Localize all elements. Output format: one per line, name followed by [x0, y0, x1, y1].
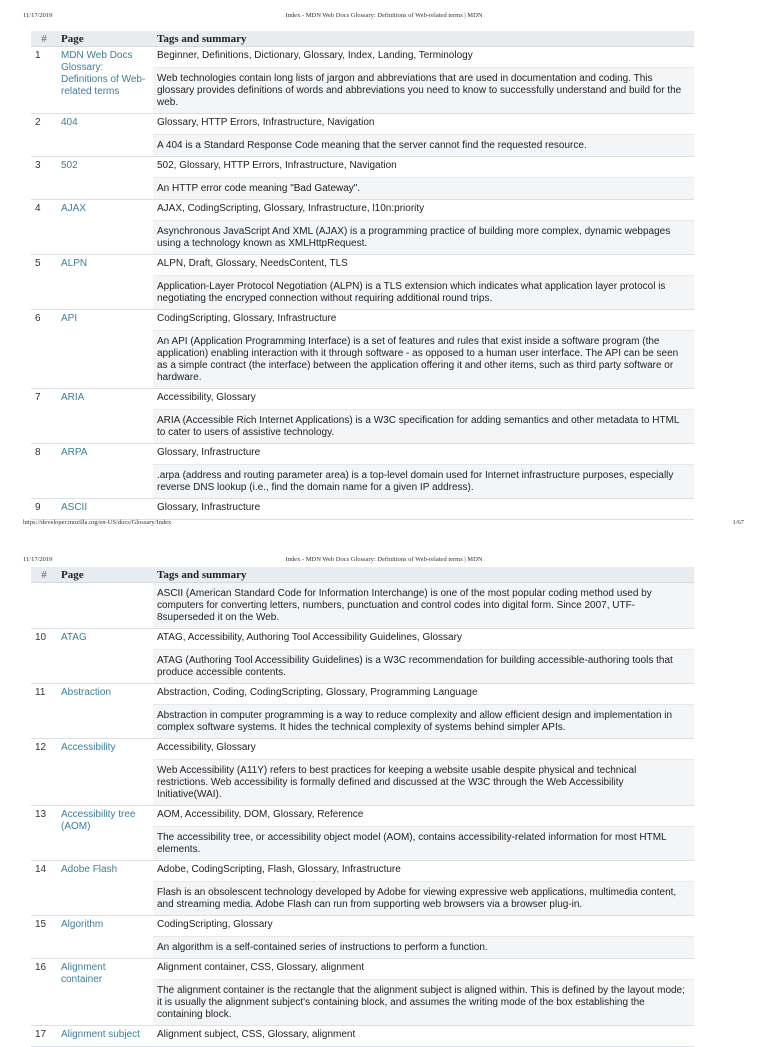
table-row — [31, 444, 694, 465]
entry-tags: AOM, Accessibility, DOM, Glossary, Reference — [153, 806, 694, 827]
entry-summary: An algorithm is a self-contained series of instructions to perform a function. — [153, 937, 694, 959]
entry-page-link[interactable]: MDN Web Docs Glossary: Definitions of Web-related terms — [61, 50, 146, 97]
column-header-number: # — [31, 31, 57, 47]
column-header-page: Page — [57, 31, 153, 47]
table-row — [31, 499, 694, 520]
entry-tags: ATAG, Accessibility, Authoring Tool Accessibility Guidelines, Glossary — [153, 629, 694, 650]
entry-summary: .arpa (address and routing parameter area) is a top-level domain used for Internet infrastructure purposes, especially reverse DNS lookup (i.e., find the domain name for a given IP address). — [153, 465, 694, 499]
entry-tags: Abstraction, Coding, CodingScripting, Glossary, Programming Language — [153, 684, 694, 705]
entry-tags: Accessibility, Glossary — [153, 389, 694, 410]
entry-summary: Application-Layer Protocol Negotiation (ALPN) is a TLS extension which indicates what application layer protocol is negotiating the encryped connection without requiring additional round trips. — [153, 276, 694, 310]
entry-page-link[interactable]: ASCII — [61, 502, 88, 513]
entry-tags: CodingScripting, Glossary — [153, 916, 694, 937]
entry-number: 17 — [31, 1026, 57, 1047]
entry-page-link[interactable]: Adobe Flash — [61, 864, 118, 875]
entry-page-link[interactable]: Accessibility — [61, 742, 116, 753]
table-row — [31, 739, 694, 760]
entry-page-link[interactable]: Alignment container — [61, 962, 106, 985]
entry-summary: A 404 is a Standard Response Code meaning that the server cannot find the requested resource. — [153, 135, 694, 157]
entry-summary: Flash is an obsolescent technology developed by Adobe for viewing expressive web applications, multimedia content, and streaming media. Adobe Flash can run from supporting web browsers via a browser plug-in. — [153, 882, 694, 916]
table-row — [31, 916, 694, 937]
entry-tags: ALPN, Draft, Glossary, NeedsContent, TLS — [153, 255, 694, 276]
entry-page-cell — [57, 114, 153, 157]
print-title: Index - MDN Web Docs Glossary: Definitions of Web-related terms | MDN — [285, 12, 483, 19]
entry-summary: The accessibility tree, or accessibility object model (AOM), contains accessibility-related information for most HTML elements. — [153, 827, 694, 861]
entry-page-link[interactable]: Accessibility tree (AOM) — [61, 809, 136, 832]
continued-summary-row — [31, 583, 694, 629]
entry-number: 3 — [31, 157, 57, 200]
entry-page-cell — [57, 47, 153, 114]
entry-number: 13 — [31, 806, 57, 861]
entry-summary: ATAG (Authoring Tool Accessibility Guidelines) is a W3C recommendation for building accessible-authoring tools that produce accessible contents. — [153, 650, 694, 684]
table-row — [31, 47, 694, 68]
table-header-row — [31, 567, 694, 583]
entry-summary: Abstraction in computer programming is a way to reduce complexity and allow efficient design and implementation in complex software systems. It hides the technical complexity of systems behind simpler APIs. — [153, 705, 694, 739]
entry-number: 7 — [31, 389, 57, 444]
entry-tags: Adobe, CodingScripting, Flash, Glossary, Infrastructure — [153, 861, 694, 882]
table-row — [31, 684, 694, 705]
entry-summary: Web technologies contain long lists of jargon and abbreviations that are used in documentation and coding. This glossary provides definitions of words and abbreviations you need to know to successfully understand and build for the web. — [153, 68, 694, 114]
glossary-table — [31, 567, 694, 1047]
print-date: 11/17/2019 — [23, 556, 53, 563]
entry-number: 1 — [35, 50, 41, 61]
entry-page-link[interactable]: ARIA — [61, 392, 85, 403]
entry-summary: ASCII (American Standard Code for Information Interchange) is one of the most popular coding method used by computers for converting letters, numbers, punctuation and control codes into digital form. Since 2007, UTF-8superseded it on the Web. — [153, 583, 694, 629]
entry-summary: The alignment container is the rectangle that the alignment subject is aligned within. This is defined by the layout mode; it is usually the alignment subject's containing block, and assumes the writing mode of the box establishing the containing block. — [153, 980, 694, 1026]
entry-summary: Web Accessibility (A11Y) refers to best practices for keeping a website usable despite physical and technical restrictions. Web accessibility is formally defined and discussed at the W3C through the Web Accessibility Initiative(WAI). — [153, 760, 694, 806]
entry-tags: Alignment container, CSS, Glossary, alignment — [153, 959, 694, 980]
entry-page-link[interactable]: ARPA — [61, 447, 88, 458]
table-row — [31, 629, 694, 650]
entry-number: 2 — [31, 114, 57, 157]
entry-tags: CodingScripting, Glossary, Infrastructure — [153, 310, 694, 331]
entry-summary: Asynchronous JavaScript And XML (AJAX) is a programming practice of building more complex, dynamic webpages using a technology known as XMLHttpRequest. — [153, 221, 694, 255]
entry-tags: Beginner, Definitions, Dictionary, Glossary, Index, Landing, Terminology — [157, 50, 473, 61]
entry-page-cell — [57, 444, 153, 499]
entry-page-link[interactable]: ALPN — [61, 258, 88, 269]
entry-page-cell — [57, 861, 153, 916]
entry-number: 8 — [31, 444, 57, 499]
entry-page-cell — [57, 684, 153, 739]
table-header-row — [31, 31, 694, 47]
entry-page-cell — [57, 806, 153, 861]
entry-page-link[interactable]: ATAG — [61, 632, 87, 643]
entry-page-cell — [57, 200, 153, 255]
table-row — [31, 157, 694, 178]
column-header-number: # — [31, 567, 57, 583]
entry-tags: Alignment subject, CSS, Glossary, alignment — [153, 1026, 694, 1047]
entry-number: 5 — [31, 255, 57, 310]
entry-tags: Accessibility, Glossary — [153, 739, 694, 760]
entry-page-cell — [57, 739, 153, 806]
glossary-table — [31, 31, 694, 520]
entry-number: 12 — [31, 739, 57, 806]
entry-page-link[interactable]: 404 — [61, 117, 78, 128]
entry-number: 4 — [31, 200, 57, 255]
entry-page-link[interactable]: Alignment subject — [61, 1029, 140, 1040]
column-header-page: Page — [57, 567, 153, 583]
column-header-tags: Tags and summary — [153, 567, 694, 583]
entry-page-link[interactable]: Abstraction — [61, 687, 112, 698]
table-row — [31, 114, 694, 135]
column-header-tags: Tags and summary — [153, 31, 694, 47]
table-row — [31, 861, 694, 882]
print-url: https://developer.mozilla.org/en-US/docs/Glossary/Index — [23, 519, 172, 526]
print-header — [0, 12, 768, 24]
table-row — [31, 310, 694, 331]
entry-number: 16 — [31, 959, 57, 1026]
entry-page-link[interactable]: Algorithm — [61, 919, 104, 930]
table-row — [31, 255, 694, 276]
entry-page-cell — [57, 959, 153, 1026]
entry-number: 11 — [31, 684, 57, 739]
entry-tags: AJAX, CodingScripting, Glossary, Infrastructure, l10n:priority — [153, 200, 694, 221]
entry-number: 10 — [31, 629, 57, 684]
entry-page-cell — [57, 1026, 153, 1047]
table-row — [31, 959, 694, 980]
entry-tags: Glossary, HTTP Errors, Infrastructure, Navigation — [153, 114, 694, 135]
print-date: 11/17/2019 — [23, 12, 53, 19]
entry-summary: An API (Application Programming Interface) is a set of features and rules that exist inside a software program (the application) enabling interaction with it through software - as opposed to a human user interface. The API can be seen as a simple contract (the interface) between the application offering it and other items, such as third party software or hardware. — [153, 331, 694, 389]
entry-page-cell — [57, 916, 153, 959]
print-title: Index - MDN Web Docs Glossary: Definitions of Web-related terms | MDN — [285, 556, 483, 563]
entry-tags: 502, Glossary, HTTP Errors, Infrastructure, Navigation — [153, 157, 694, 178]
entry-page-cell — [57, 629, 153, 684]
entry-page-link[interactable]: AJAX — [61, 203, 87, 214]
entry-number: 14 — [31, 861, 57, 916]
table-row — [31, 200, 694, 221]
print-footer — [0, 519, 768, 531]
entry-page-cell — [57, 255, 153, 310]
table-row — [31, 1026, 694, 1047]
entry-page-cell — [57, 389, 153, 444]
entry-page-link[interactable]: 502 — [61, 160, 78, 171]
entry-summary: ARIA (Accessible Rich Internet Applications) is a W3C specification for adding semantics and other metadata to HTML to cater to users of assistive technology. — [153, 410, 694, 444]
entry-summary: An HTTP error code meaning "Bad Gateway". — [153, 178, 694, 200]
entry-page-cell — [57, 310, 153, 389]
entry-number: 9 — [31, 499, 57, 520]
entry-page-link[interactable]: API — [61, 313, 78, 324]
table-row — [31, 806, 694, 827]
entry-tags: Glossary, Infrastructure — [153, 444, 694, 465]
entry-page-cell — [57, 157, 153, 200]
entry-number: 6 — [31, 310, 57, 389]
table-row — [31, 389, 694, 410]
entry-number: 15 — [31, 916, 57, 959]
entry-tags: Glossary, Infrastructure — [153, 499, 694, 520]
entry-page-cell — [57, 499, 153, 520]
print-page-number: 1/67 — [732, 519, 744, 526]
